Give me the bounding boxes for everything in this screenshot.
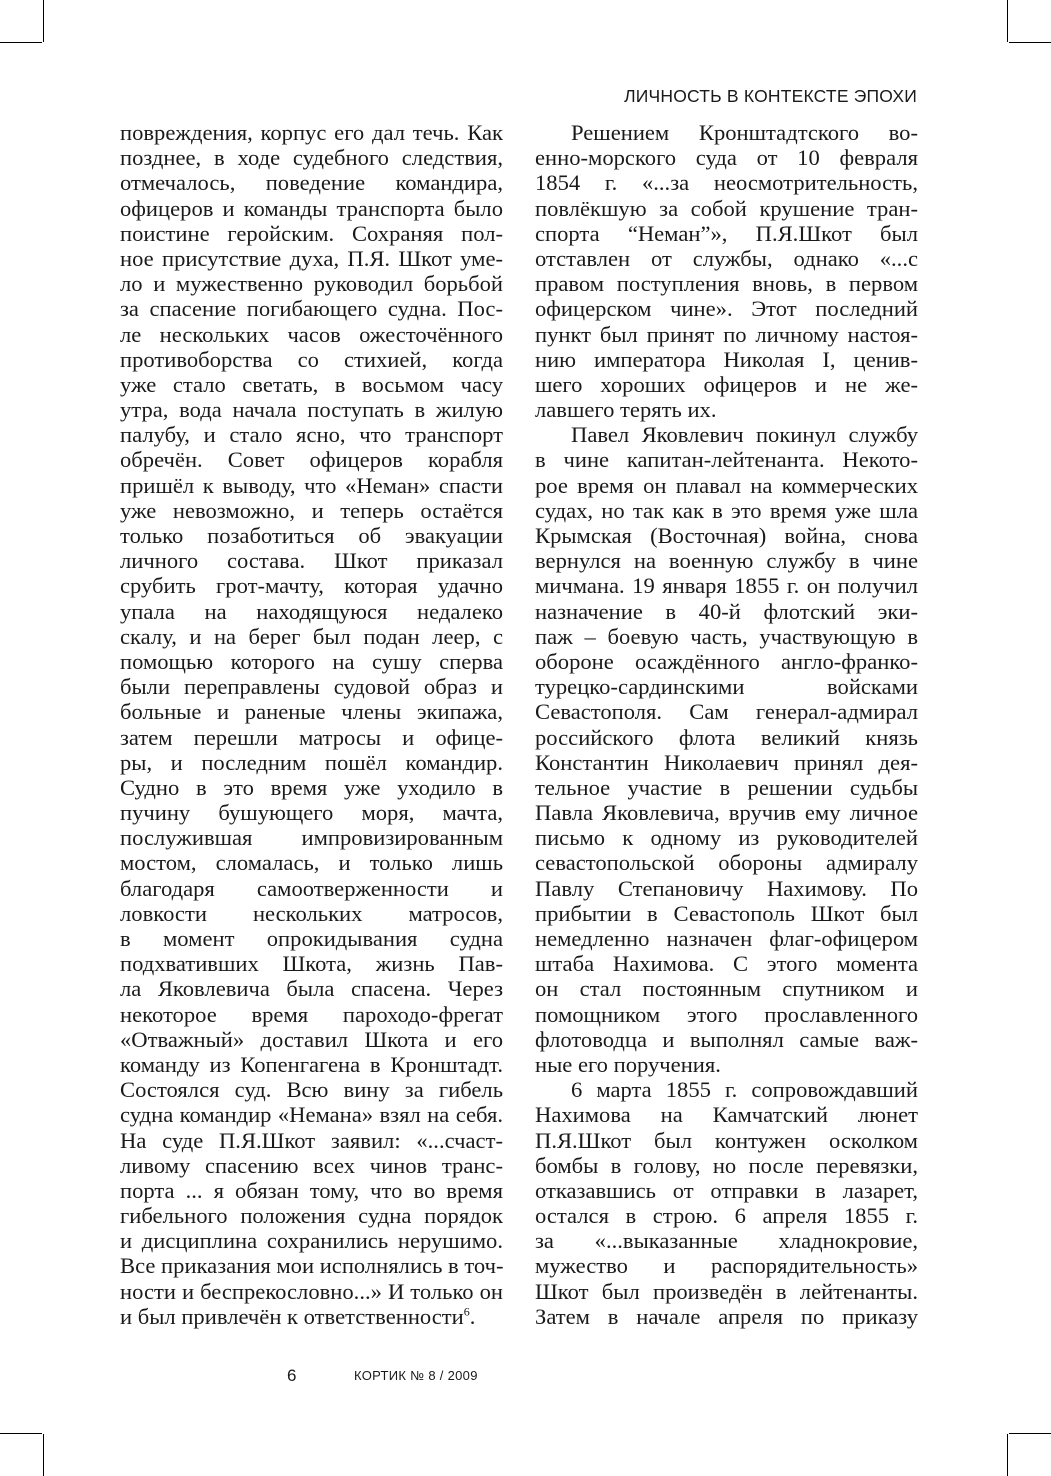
text-line: пучину бушующего моря, мачта, xyxy=(120,800,503,826)
text-line: Решением Кронштадтского во- xyxy=(571,120,918,145)
text-line: Константин Николаевич принял дея- xyxy=(535,749,918,775)
text-line: российского флота великий князь xyxy=(535,724,918,750)
text-line: личного состава. Шкот приказал xyxy=(120,548,503,574)
text-line: палубу, и стало ясно, что транспорт xyxy=(120,422,503,448)
text-line: уже стало светать, в восьмом часу xyxy=(120,371,503,397)
text-line: бомбы в голову, но после перевязки, xyxy=(535,1152,918,1178)
final-punctuation: . xyxy=(469,1303,476,1329)
text-line: флотоводца и выполнял самые важ- xyxy=(535,1026,918,1052)
crop-mark xyxy=(0,42,42,43)
text-line: позднее, в ходе судебного следствия, xyxy=(120,145,503,171)
text-line: Павла Яковлевича, вручив ему личное xyxy=(535,800,918,826)
text-line: подхвативших Шкота, жизнь Пав- xyxy=(120,951,503,977)
text-line: гибельного положения судна порядок xyxy=(120,1203,503,1229)
text-line: Состоялся суд. Всю вину за гибель xyxy=(120,1077,503,1103)
text-line: Крымская (Восточная) война, снова xyxy=(535,523,918,548)
text-line: Севастополя. Сам генерал-адмирал xyxy=(535,699,918,725)
text-line: только позаботиться об эвакуации xyxy=(120,523,503,548)
text-line: ные его поручения. xyxy=(535,1051,721,1077)
text-line: лавшего терять их. xyxy=(535,397,717,423)
journal-issue: КОРТИК № 8 / 2009 xyxy=(354,1368,478,1383)
text-line: ности и беспрекословно...» И только он xyxy=(120,1278,503,1304)
text-line: прибытии в Севастополь Шкот был xyxy=(535,900,918,926)
text-line: были переправлены судовой образ и xyxy=(120,674,503,700)
text-line: команду из Копенгагена в Кронштадт. xyxy=(120,1051,503,1077)
text-line: мичмана. 19 января 1855 г. он получил xyxy=(535,573,918,599)
text-line: и дисциплина сохранились нерушимо. xyxy=(120,1228,503,1254)
text-line: упала на находящуюся недалеко xyxy=(120,598,503,624)
text-line: офицеров и команды транспорта было xyxy=(120,195,503,221)
text-line: благодаря самоотверженности и xyxy=(120,875,503,901)
text-line: повреждения, корпус его дал течь. Как xyxy=(120,120,503,145)
text-line: ливому спасению всех чинов транс- xyxy=(120,1152,503,1178)
crop-mark xyxy=(43,0,44,42)
text-line: 6 марта 1855 г. сопровождавший xyxy=(571,1077,918,1103)
text-line: помощью которого на сушу сперва xyxy=(120,648,503,674)
text-line: ловкости нескольких матросов, xyxy=(120,900,503,926)
text-line: помощником этого прославленного xyxy=(535,1001,918,1027)
text-line: спорта “Неман”», П.Я.Шкот был xyxy=(535,220,918,246)
text-line: отмечалось, поведение командира, xyxy=(120,170,503,196)
text-line: отставлен от службы, однако «...с xyxy=(535,245,918,271)
text-line: и был привлечён к ответственности$^6$. xyxy=(120,1303,476,1329)
text-line: правом поступления вновь, в первом xyxy=(535,271,918,297)
text-line: поистине геройским. Сохраняя пол- xyxy=(120,220,503,246)
text-line: турецко-сардинскими войсками xyxy=(535,674,918,700)
text-line: рое время он плавал на коммерческих xyxy=(535,472,918,498)
text-line: нию императора Николая I, ценив- xyxy=(535,346,918,372)
text-line: противоборства со стихией, когда xyxy=(120,346,503,372)
text-line: севастопольской обороны адмиралу xyxy=(535,850,918,876)
text-line: Нахимова на Камчатский люнет xyxy=(535,1102,918,1128)
text-line: утра, вода начала поступать в жилую xyxy=(120,397,503,423)
text-line: Павел Яковлевич покинул службу xyxy=(571,422,918,448)
crop-mark xyxy=(1007,1434,1008,1476)
text-line: отказавшись от отправки в лазарет, xyxy=(535,1177,918,1203)
text-line: обороне осаждённого англо-франко- xyxy=(535,648,918,674)
text-line: мужество и распорядительность» xyxy=(535,1253,918,1279)
text-line: На суде П.Я.Шкот заявил: «...счаст- xyxy=(120,1127,503,1153)
text-line: судах, но так как в это время уже шла xyxy=(535,497,918,523)
text-line: П.Я.Шкот был контужен осколком xyxy=(535,1127,918,1153)
text-line: обречён. Совет офицеров корабля xyxy=(120,447,503,473)
text-line: мостом, сломалась, и только лишь xyxy=(120,850,503,876)
text-line: Павлу Степановичу Нахимову. По xyxy=(535,875,918,901)
text-line: шего хороших офицеров и не же- xyxy=(535,371,918,397)
text-line: ры, и последним пошёл командир. xyxy=(120,749,503,775)
text-line: Затем в начале апреля по приказу xyxy=(535,1303,918,1329)
text-line: Шкот был произведён в лейтенанты. xyxy=(535,1278,918,1304)
crop-mark xyxy=(1009,1433,1051,1434)
right-column xyxy=(535,120,918,1329)
text-line: енно-морского суда от 10 февраля xyxy=(535,145,918,171)
text-line: ле нескольких часов ожесточённого xyxy=(120,321,503,347)
text-line: паж – боевую часть, участвующую в xyxy=(535,623,918,649)
page-number: 6 xyxy=(287,1366,297,1385)
text-line: порта ... я обязан тому, что во время xyxy=(120,1177,503,1203)
text-line: вернулся на военную службу в чине xyxy=(535,548,918,574)
text-line: 1854 г. «...за неосмотрительность, xyxy=(535,170,918,196)
text-line: пришёл к выводу, что «Неман» спасти xyxy=(120,472,503,498)
crop-mark xyxy=(1007,0,1008,42)
text-line: назначение в 40-й флотский эки- xyxy=(535,598,918,624)
text-line: письмо к одному из руководителей xyxy=(535,825,918,851)
text-line: Судно в это время уже уходило в xyxy=(120,774,503,800)
text-line: немедленно назначен флаг-офицером xyxy=(535,926,918,951)
text-line: тельное участие в решении судьбы xyxy=(535,774,918,800)
text-line: ло и мужественно руководил борьбой xyxy=(120,271,503,297)
text-line: больные и раненые члены экипажа, xyxy=(120,699,503,725)
section-title: ЛИЧНОСТЬ В КОНТЕКСТЕ ЭПОХИ xyxy=(624,86,917,106)
text-line: скалу, и на берег был подан леер, с xyxy=(120,623,503,649)
text-line: за спасение погибающего судна. Пос- xyxy=(120,296,503,322)
text-line: он стал постоянным спутником и xyxy=(535,976,918,1002)
left-column xyxy=(120,120,503,1329)
text-line: ное присутствие духа, П.Я. Шкот уме- xyxy=(120,245,503,271)
footnote-ref: 6 xyxy=(463,1304,470,1319)
text-line: ла Яковлевича была спасена. Через xyxy=(120,976,503,1002)
text-line: Все приказания мои исполнялись в точ- xyxy=(120,1253,504,1279)
text-line: срубить грот-мачту, которая удачно xyxy=(120,573,503,599)
text-line: затем перешли матросы и офице- xyxy=(120,724,503,750)
text-line: штаба Нахимова. С этого момента xyxy=(535,951,918,977)
crop-mark xyxy=(43,1434,44,1476)
text-line: «Отважный» доставил Шкота и его xyxy=(120,1026,503,1052)
text-line: офицерском чине». Этот последний xyxy=(535,296,918,322)
text-line: повлёкшую за собой крушение тран- xyxy=(535,195,918,221)
crop-mark xyxy=(1009,42,1051,43)
text-line: послужившая импровизированным xyxy=(120,825,503,851)
text-line: уже невозможно, и теперь остаётся xyxy=(120,497,503,523)
text-line: остался в строю. 6 апреля 1855 г. xyxy=(535,1203,918,1229)
text-line: судна командир «Немана» взял на себя. xyxy=(120,1102,503,1128)
crop-mark xyxy=(0,1433,42,1434)
text-line: за «...выказанные хладнокровие, xyxy=(535,1228,918,1254)
text-line: в чине капитан-лейтенанта. Некото- xyxy=(535,447,918,473)
text-line: в момент опрокидывания судна xyxy=(120,926,503,951)
text-line: некоторое время пароходо-фрегат xyxy=(120,1001,503,1027)
text-line: пункт был принят по личному настоя- xyxy=(535,321,918,347)
